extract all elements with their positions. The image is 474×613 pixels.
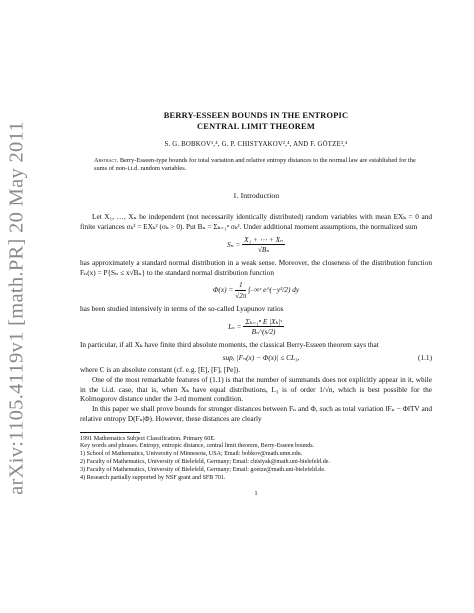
eq-l-denominator: Bₙ^(s/2) [251, 327, 276, 337]
footnote-line: 1991 Mathematics Subject Classification. Primary 60E. [80, 435, 216, 442]
abstract [94, 157, 418, 174]
paragraph-1: Let X₁, …, Xₙ be independent (not necessarily identically distributed) random variables with mean EXₖ = 0 and finite variances σₖ² = EXₖ² (σₖ > 0). Put Bₙ = Σₖ₌₁ⁿ σₖ². Under additional moment assumptions, the normalized sum [80, 212, 432, 231]
eq-sn-lhs: Sₙ = [226, 239, 241, 249]
eq-phi-fraction [235, 280, 246, 300]
eq-phi-numerator: 1 [235, 280, 246, 291]
footnote-divider [80, 432, 140, 433]
footnote-line: 4) Research partially supported by NSF grant and SFB 701. [80, 475, 226, 482]
eq-spacer [80, 353, 104, 363]
eq-l-lhs: Lₛ = [228, 321, 242, 331]
equation-normal-cdf [80, 280, 432, 300]
paragraph-4: In particular, if all Xₖ have finite third absolute moments, the classical Berry-Esseen theorem says that [80, 339, 379, 349]
abstract-text: Berry-Esseen-type bounds for total variation and relative entropy distances to the normal law are established for the sums of non-i.i.d. random variables. [94, 156, 416, 173]
paragraph-6: One of the most remarkable features of (1.1) is that the number of summands does not explicitly appear in it, while in the i.i.d. case, that is, when Xₖ have equal distributions, L₃ is of order 1/√n, which is best possible for the Kolmogorov distance under the 3-rd moment condition. [80, 375, 432, 404]
abstract-label: Abstract. [94, 156, 119, 164]
footnote-line: 2) Faculty of Mathematics, University of Bielefeld, Germany; Email: chistyak@math.uni-bielefeld.de. [80, 459, 330, 466]
eq-l-fraction [243, 317, 283, 337]
footnote-line: 3) Faculty of Mathematics, University of Bielefeld, Germany; Email: goetze@math.uni-bielefeld.de. [80, 467, 326, 474]
authors: S. G. BOBKOV¹,⁴, G. P. CHISTYAKOV²,⁴, AND F. GÖTZE³,⁴ [164, 141, 348, 148]
eq-phi-lhs: Φ(x) = [212, 285, 234, 295]
title-line-1: BERRY-ESSEEN BOUNDS IN THE ENTROPIC [163, 111, 349, 120]
paragraph-3: has been studied intensively in terms of the so-called Lyapunov ratios [80, 303, 284, 313]
equation-berry-esseen [80, 353, 432, 363]
equation-normalized-sum [80, 235, 432, 255]
paper-title [80, 110, 432, 132]
footnote-line: 1) School of Mathematics, University of Minnesota, USA; Email: bobkov@math.umn.edu. [80, 451, 303, 458]
paragraph-7: In this paper we shall prove bounds for stronger distances between Fₙ and Φ, such as total variation ‖Fₙ − Φ‖TV and relative entropy D(Fₙ|Φ). However, these distances are clearly [80, 404, 432, 423]
paragraph-5: where C is an absolute constant (cf. e.g. [E], [F], [Pe]). [80, 365, 241, 375]
footnote-line: Key words and phrases. Entropy, entropic distance, central limit theorem, Berry-Esseen bounds. [80, 443, 315, 450]
eq-phi-integral: ∫₋∞ˣ e^(−y²/2) dy [248, 285, 300, 295]
section-heading: 1. Introduction [232, 190, 280, 200]
eq-berry-esseen-body: supₓ |Fₙ(x) − Φ(x)| ≤ CL₃, [222, 352, 300, 362]
arxiv-identifier: arXiv:1105.4119v1 [math.PR] 20 May 2011 [5, 121, 28, 495]
equation-lyapunov-ratio [80, 317, 432, 337]
page-number: 1 [254, 490, 258, 498]
eq-phi-denominator: √2π [235, 291, 247, 301]
eq-sn-fraction [242, 235, 285, 255]
paper-page [80, 110, 432, 499]
eq-sn-numerator: X₁ + ⋯ + Xₙ [244, 234, 284, 244]
paragraph-2: has approximately a standard normal distribution in a weak sense. Moreover, the closeness of the distribution function Fₙ(x) = P{Sₙ ≤ x√Bₙ} to the standard normal distribution function [80, 258, 432, 277]
title-line-2: CENTRAL LIMIT THEOREM [197, 122, 315, 131]
eq-l-numerator: Σₖ₌₁ⁿ E |Xₖ|ˢ [245, 316, 282, 326]
eq-berry-esseen-number: (1.1) [418, 352, 432, 362]
eq-sn-denominator: √Bₙ [257, 245, 270, 255]
footnotes [80, 432, 432, 483]
arxiv-identifier-sidebar [4, 121, 30, 495]
